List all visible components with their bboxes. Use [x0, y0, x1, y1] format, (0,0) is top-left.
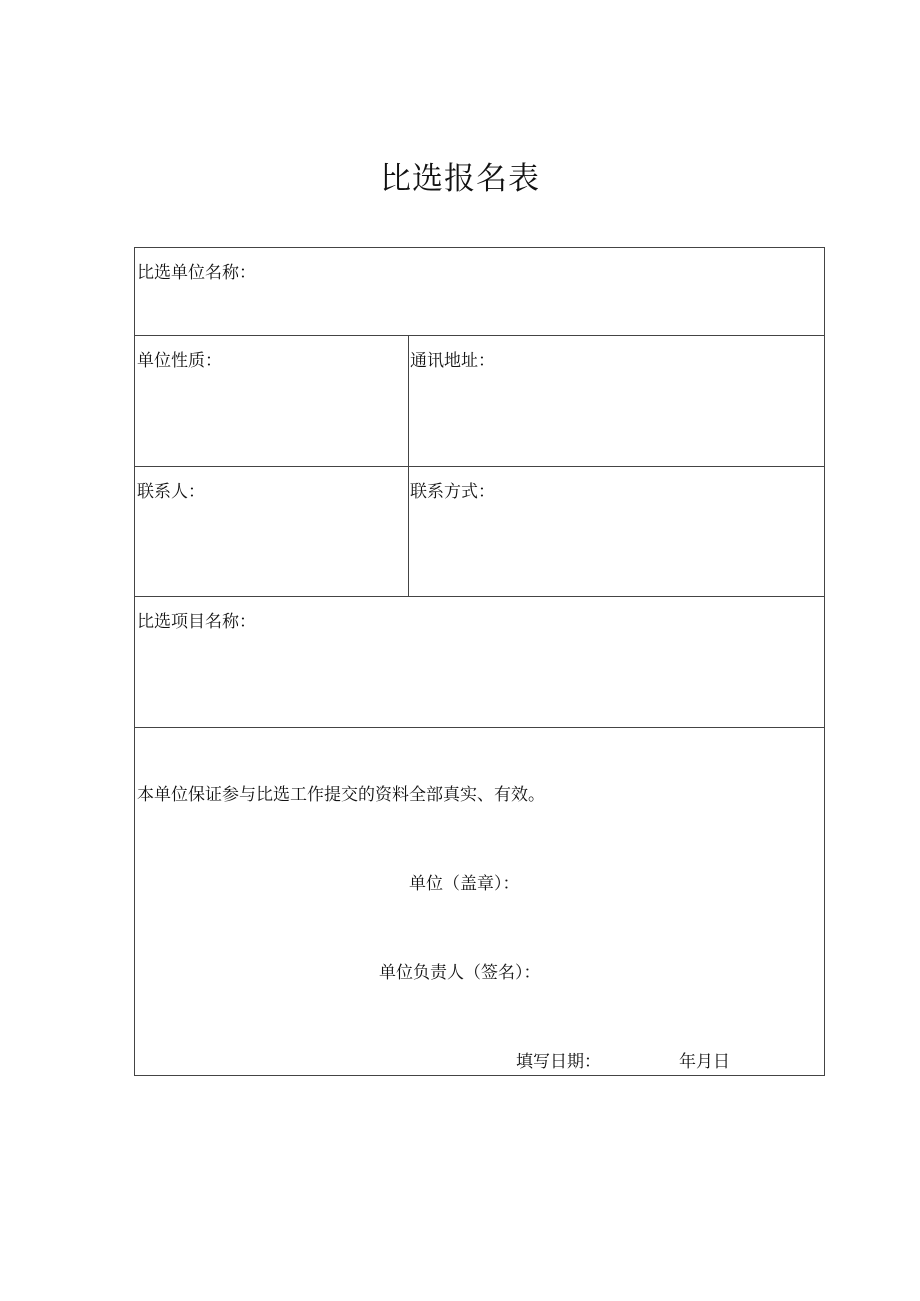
seal-area[interactable] — [545, 863, 785, 903]
registration-form-table — [134, 247, 825, 1076]
date-field[interactable] — [610, 1044, 680, 1076]
signature-field[interactable] — [575, 952, 815, 992]
project-name-field[interactable] — [135, 597, 824, 727]
seal-label: 单位（盖章）： — [409, 874, 520, 894]
unit-nature-label: 单位性质： — [137, 351, 222, 371]
contact-person-label: 联系人： — [137, 482, 205, 502]
contact-method-field[interactable] — [409, 467, 824, 596]
contact-person-field[interactable] — [135, 467, 408, 596]
row-divider — [135, 727, 824, 728]
bidder-name-field[interactable] — [135, 248, 824, 335]
contact-method-label: 联系方式： — [410, 482, 495, 502]
page-title: 比选报名表 — [380, 161, 540, 197]
unit-nature-field[interactable] — [135, 336, 408, 466]
address-label: 通讯地址： — [410, 351, 495, 371]
signature-label: 单位负责人（签名）： — [379, 963, 541, 983]
declaration-statement: 本单位保证参与比选工作提交的资料全部真实、有效。 — [137, 785, 545, 805]
date-units: 年月日 — [679, 1052, 730, 1072]
project-name-label: 比选项目名称： — [137, 612, 256, 632]
bidder-name-label: 比选单位名称： — [137, 263, 256, 283]
date-label: 填写日期： — [516, 1052, 601, 1072]
address-field[interactable] — [409, 336, 824, 466]
